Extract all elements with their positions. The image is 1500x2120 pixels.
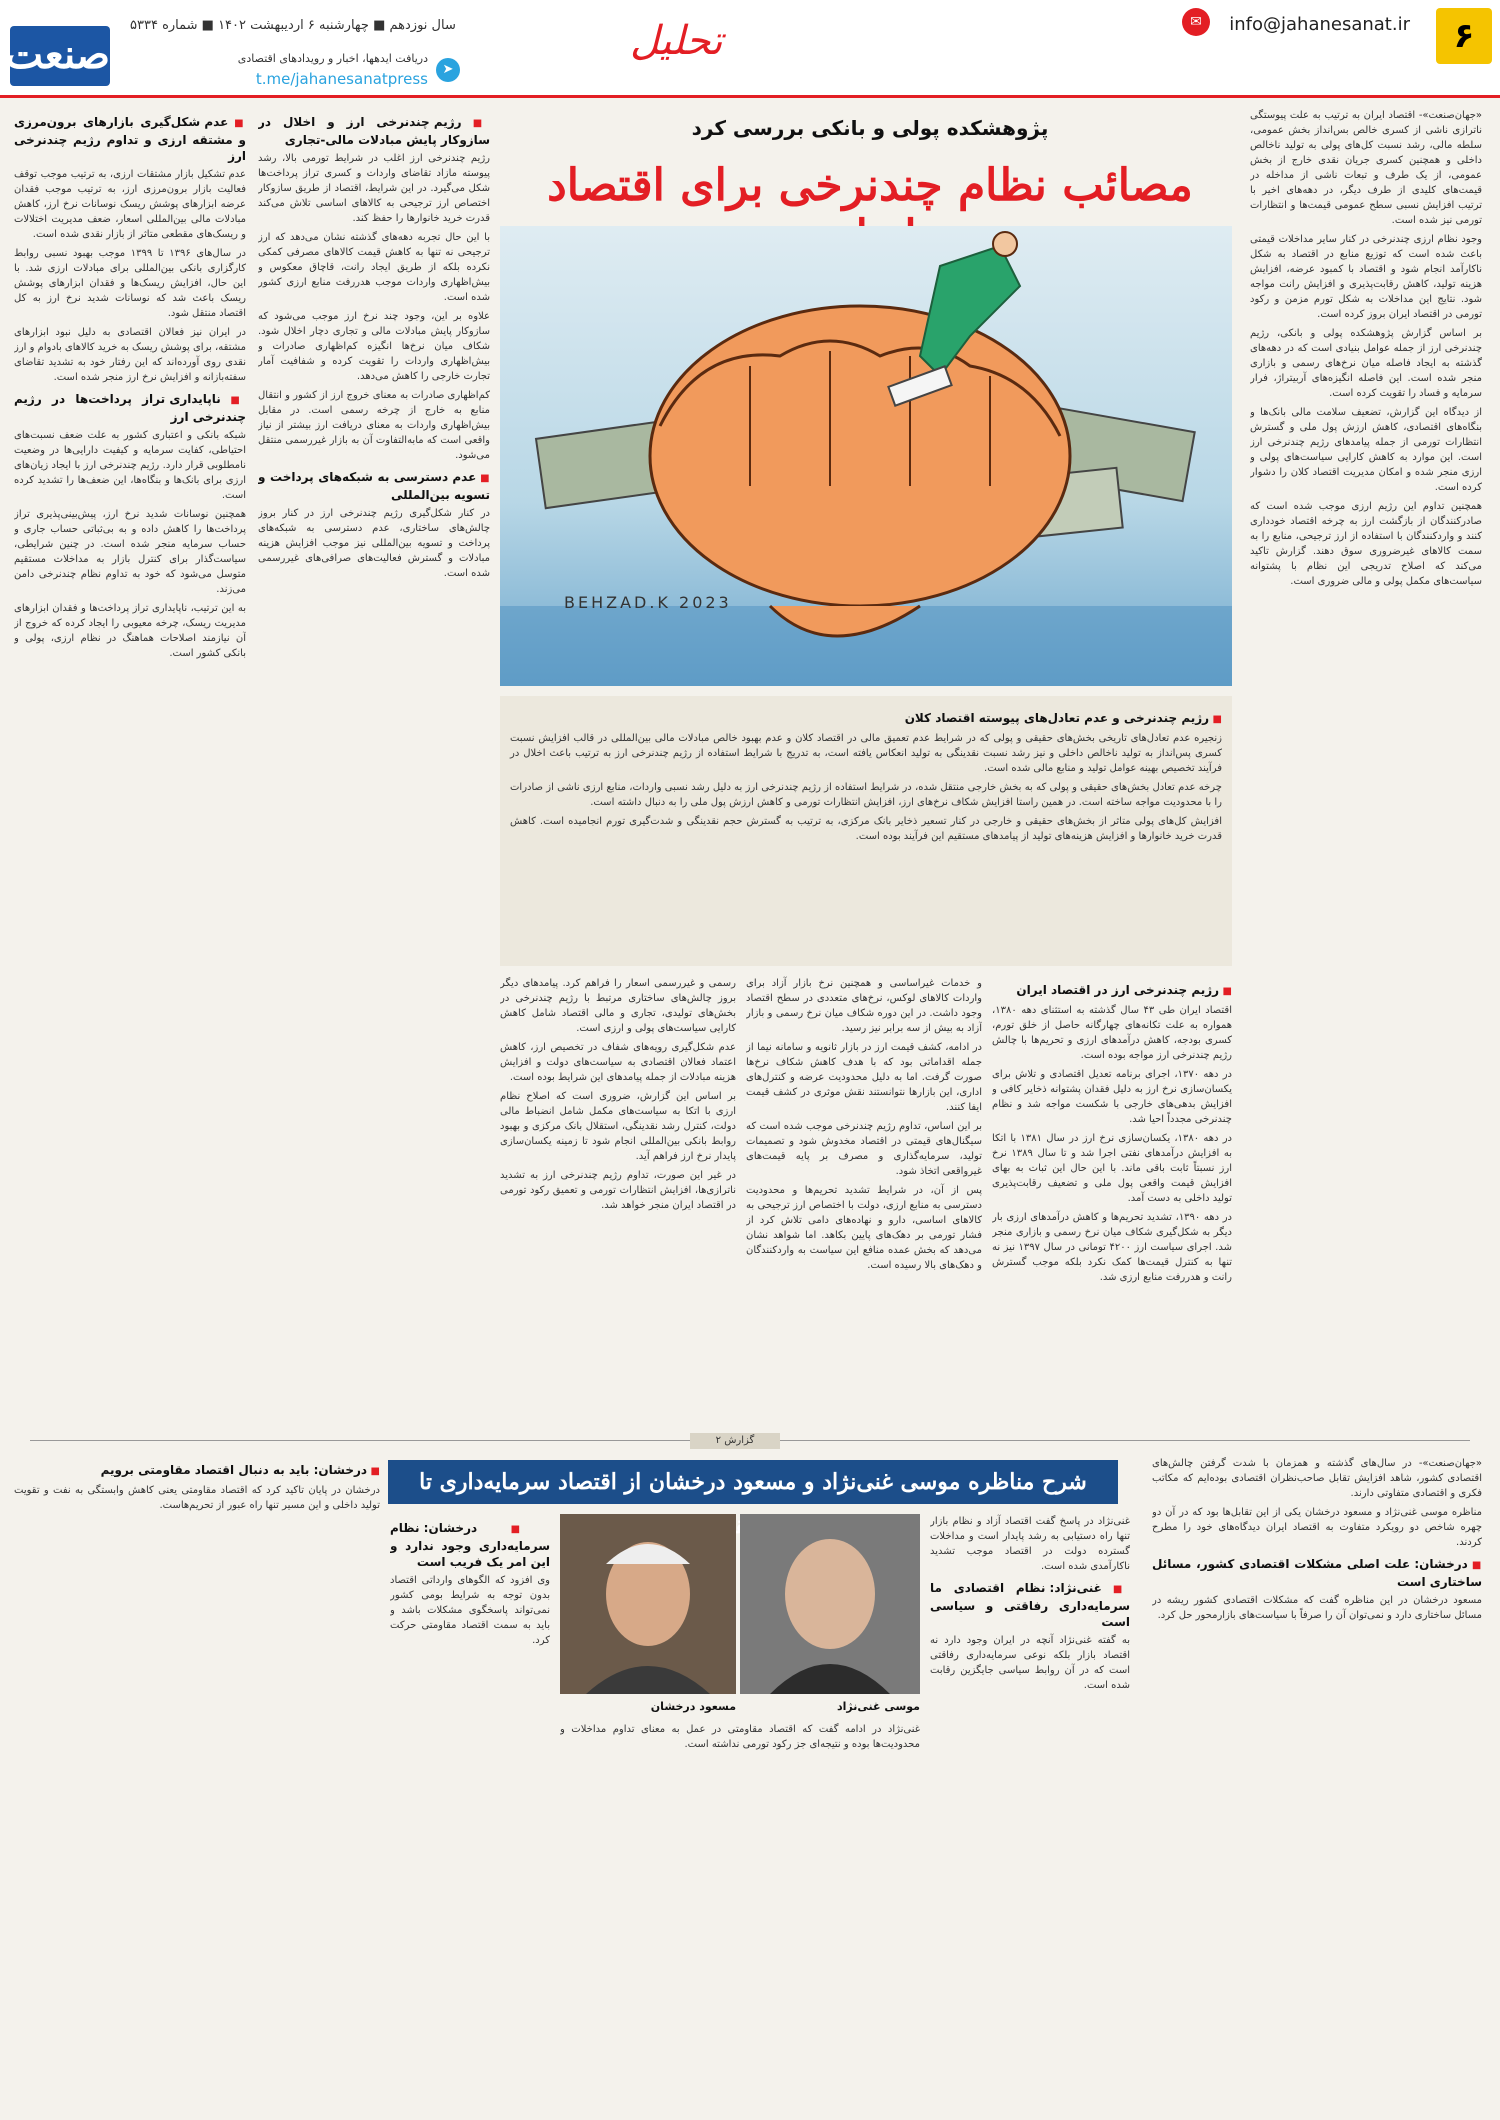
col4-paragraph: در دهه ۱۳۸۰، یکسان‌سازی نرخ ارز در سال ۱۳۸۱ با اتکا به افزایش درآمدهای نفتی اجرا شد و تا سال ۱۳۸۹ نرخ ارز نسبتاً ثابت باقی ماند. با این حال این ثبات به بهای افزایش قیمت واقعی پول ملی و تضعیف رقابت‌پذیری تولید داخلی به دست آمد. xyxy=(992,1133,1232,1204)
telegram-promo[interactable] xyxy=(130,52,460,92)
col5-paragraph: و خدمات غیراساسی و همچنین نرخ بازار آزاد برای واردات کالاهای لوکس، نرخ‌های متعددی در سطح اقتصاد وجود داشت. در این دوره شکاف میان نرخ رسمی و بازار آزاد به بیش از سه برابر نیز رسید. xyxy=(746,978,982,1034)
report-column-5 xyxy=(14,1456,380,2106)
col5-paragraph: در ادامه، کشف قیمت ارز در بازار ثانویه و سامانه نیما از جمله اقداماتی بود که با هدف کاهش شکاف نرخ‌ها صورت گرفت. اما به دلیل محدودیت عرضه و کنترل‌های اداری، این بازارها نتوانستند نقش موثری در کشف قیمت ایفا کنند. xyxy=(746,1042,982,1113)
report-paragraph: به گفته غنی‌نژاد آنچه در ایران وجود دارد نه اقتصاد بازار بلکه نوعی سرمایه‌داری رفاقتی است که در آن روابط سیاسی جایگزین رقابت شده است. xyxy=(930,1635,1130,1691)
box-paragraph: چرخه عدم تعادل بخش‌های حقیقی و پولی که به بخش خارجی منتقل شده، در شرایط استفاده از رژیم چندنرخی ارز به دلیل رشد نسبی واردات، منابع ارزی ناشی از صادرات را با محدودیت مواجه ساخته است. در همین راستا افزایش شکاف نرخ‌های ارز، افزایش انتظارات تورمی و کاهش ارزش پول ملی را به دنبال داشته است. xyxy=(510,782,1222,808)
caption-derakhshan: مسعود درخشان xyxy=(650,1700,736,1713)
report-subheading: ■ غنی‌نژاد: نظام اقتصادی ما سرمایه‌داری رفاقتی و سیاسی است xyxy=(930,1580,1130,1630)
report-headline: شرح مناظره موسی غنی‌نژاد و مسعود درخشان از اقتصاد سرمایه‌داری تا xyxy=(388,1460,1118,1504)
col1-paragraph: همچنین تداوم این رژیم ارزی موجب شده است که صادرکنندگان از بازگشت ارز به چرخه اقتصاد خودداری کنند و واردکنندگان با استفاده از ارز ترجیحی، منابع را به سمت کالاهای غیرضروری سوق دهند. گزارش تاکید می‌کند که اصلاح تدریجی این نظام با پشتوانه سیاست‌های مکمل پولی و مالی ضروری است. xyxy=(1250,501,1482,587)
report-paragraph: وی افزود که الگوهای وارداتی اقتصاد بدون توجه به شرایط بومی کشور نمی‌تواند پاسخگوی مشکلات باشد و باید به سمت اقتصاد مقاومتی حرکت کرد. xyxy=(390,1575,550,1646)
col3-paragraph: در ایران نیز فعالان اقتصادی به دلیل نبود ابزارهای مشتقه، برای پوشش ریسک به خرید کالاهای بادوام و ارز نقدی روی آورده‌اند که این رفتار خود به تشدید تقاضای سفته‌بازانه و افزایش نرخ ارز منجر شده است. xyxy=(14,327,246,383)
masthead xyxy=(0,0,1500,98)
col6-paragraph: بر اساس این گزارش، ضروری است که اصلاح نظام ارزی با اتکا به سیاست‌های مکمل شامل انضباط مالی دولت، کنترل رشد نقدینگی، استقلال بانک مرکزی و بهبود روابط بانکی بین‌المللی انجام شود تا زمینه یکسان‌سازی پایدار نرخ ارز فراهم آید. xyxy=(500,1091,736,1162)
col1-paragraph: «جهان‌صنعت»- اقتصاد ایران به ترتیب به علت پیوستگی ناترازی ناشی از کسری خالص بس‌انداز بخش عمومی، سلطه مالی، رشد نسبت کل‌های پولی به تولید ناخالص داخلی و همچنین کسری جریان نقدی خارج از بخش عمومی، از یک طرف و تبعات ناشی از مداخله در قیمت‌های کلیدی از طرف دیگر، در دهه‌های اخیر با ترتیب افزایش نسبی سطح عمومی قیمت‌ها و انتظارات تورمی نیز شده است. xyxy=(1250,110,1482,226)
column-5 xyxy=(746,976,982,1430)
col2-paragraph: رژیم چندنرخی ارز اغلب در شرایط تورمی بالا، رشد پیوسته مازاد تقاضای واردات و کسری تراز پرداخت‌ها شکل می‌گیرد. در این شرایط، اقتصاد از طریق سازوکار اختصاص ارز ترجیحی به کالاهای اساسی تلاش می‌کند قدرت خرید خانوارها را حفظ کند. xyxy=(258,153,490,224)
column-3 xyxy=(14,108,246,1430)
col3-subheading: ■ ناپایداری تراز پرداخت‌ها در رژیم چندنرخی ارز xyxy=(14,391,246,425)
col1-paragraph: وجود نظام ارزی چندنرخی در کنار سایر مداخلات قیمتی باعث شده است که توزیع منابع در اقتصاد به شکل ناکارآمد انجام شود و اقتصاد با کمبود عرضه، افزایش هزینه تولید، کاهش رقابت‌پذیری و افزایش رانت مواجه شود. نتایج این مداخلات به شکل تورم مزمن و رکود تورمی در اقتصاد ایران بروز کرده است. xyxy=(1250,234,1482,320)
box-paragraph: زنجیره عدم تعادل‌های تاریخی بخش‌های حقیقی و پولی که در شرایط عدم تعمیق مالی در اقتصاد کلان و عدم بهبود خالص مبادلات مالی بین‌المللی در قالب افزایش نسبت کسری پس‌انداز به تولید ناخالص داخلی و نیز رشد نسبت نقدینگی به تولید انعکاس یافته است، به تدریج با شرایط استفاده از رژیم چندنرخی ارز به ترتیب باعث اخلال در فرآیند تخصیص بهینه عوامل تولید و منابع مالی شده است. xyxy=(510,733,1222,774)
report-subheading: ■ درخشان: نظام سرمایه‌داری وجود ندارد و این امر یک فریب است xyxy=(390,1520,550,1570)
portrait-ghaninejad xyxy=(740,1514,920,1694)
fist-illustration xyxy=(500,226,1232,686)
article-kicker: پژوهشکده پولی و بانکی بررسی کرد xyxy=(691,116,1049,140)
article-headline: مصائب نظام چندنرخی برای اقتصاد xyxy=(547,160,1193,211)
col5-paragraph: پس از آن، در شرایط تشدید تحریم‌ها و محدودیت دسترسی به منابع ارزی، دولت با اختصاص ارز ترجیحی به کالاهای اساسی، دارو و نهاده‌های دامی تلاش کرد از فشار تورمی بر دهک‌های پایین بکاهد. اما شواهد نشان می‌دهد که بخش عمده منافع این سیاست به واردکنندگان و دهک‌های بالا رسیده است. xyxy=(746,1185,982,1271)
col6-paragraph: عدم شکل‌گیری رویه‌های شفاف در تخصیص ارز، کاهش اعتماد فعالان اقتصادی به سیاست‌های دولت و افزایش هزینه مبادلات از جمله پیامدهای این شرایط بوده است. xyxy=(500,1042,736,1083)
page-number: ۶ xyxy=(1436,8,1492,64)
col2-paragraph: کم‌اظهاری صادرات به معنای خروج ارز از کشور و انتقال منابع به خارج از چرخه رسمی است. در مقابل بیش‌اظهاری واردات به معنای دریافت ارز بیشتر از نیاز واقعی است که مابه‌التفاوت آن به بازار غیررسمی منتقل می‌شود. xyxy=(258,390,490,461)
col2-subheading: ■ رژیم چندنرخی ارز و اخلال در سازوکار پایش مبادلات مالی-تجاری xyxy=(258,114,490,148)
report-column-3 xyxy=(390,1514,550,2106)
col1-paragraph: بر اساس گزارش پژوهشکده پولی و بانکی، رژیم چندنرخی ارز از جمله عوامل بنیادی است که در دهه‌های گذشته به ایجاد فاصله میان نرخ‌های رسمی و بازاری منجر شده است. این فاصله انگیزه‌های آربیتراژ، فرار سرمایه و فساد را تقویت کرده است. xyxy=(1250,328,1482,399)
column-2 xyxy=(258,108,490,1430)
column-6 xyxy=(500,976,736,1430)
report-subheading: ■ درخشان: علت اصلی مشکلات اقتصادی کشور، مسائل ساختاری است xyxy=(1152,1556,1482,1590)
col6-paragraph: رسمی و غیررسمی اسعار را فراهم کرد. پیامدهای دیگر بروز چالش‌های ساختاری مرتبط با رژیم چندنرخی در بخش‌های تولیدی، تجاری و مالی اقتصاد شامل کاهش کارایی سیاست‌های پولی و ارزی است. xyxy=(500,978,736,1034)
report-paragraph: غنی‌نژاد در ادامه گفت که اقتصاد مقاومتی در عمل به معنای تداوم مداخلات و محدودیت‌ها بوده و نتیجه‌ای جز رکود تورمی نداشته است. xyxy=(560,1724,920,1750)
col3-paragraph: همچنین نوسانات شدید نرخ ارز، پیش‌بینی‌پذیری تراز پرداخت‌ها را کاهش داده و به بی‌ثباتی حساب جاری و حساب سرمایه منجر شده است. در چنین شرایطی، سیاست‌گذار برای کنترل بازار به مداخلات مستقیم متوسل می‌شود که خود به تداوم نظام چندنرخی دامن می‌زند. xyxy=(14,509,246,595)
col5-paragraph: بر این اساس، تداوم رژیم چندنرخی موجب شده است که سیگنال‌های قیمتی در اقتصاد مخدوش شود و تصمیمات تولید، سرمایه‌گذاری و مصرف بر پایه قیمت‌های غیرواقعی اتخاذ شود. xyxy=(746,1121,982,1177)
issue-info: سال نوزدهم ■ چهارشنبه ۶ اردیبهشت ۱۴۰۲ ■ شماره ۵۳۳۴ xyxy=(130,18,456,33)
col4-paragraph: در دهه ۱۳۹۰، تشدید تحریم‌ها و کاهش درآمدهای ارزی بار دیگر به شکل‌گیری شکاف میان نرخ رسمی و بازاری منجر شد. اجرای سیاست ارز ۴۲۰۰ تومانی در سال ۱۳۹۷ نیز نه تنها به کنترل قیمت‌ها کمک نکرد بلکه موجب گسترش رانت و هدررفت منابع ارزی شد. xyxy=(992,1212,1232,1283)
info-box xyxy=(500,696,1232,966)
column-1 xyxy=(1250,108,1482,1430)
col2-paragraph: با این حال تجربه دهه‌های گذشته نشان می‌دهد که ارز ترجیحی نه تنها به کاهش قیمت کالاهای مصرفی کمکی نکرده بلکه از طریق ایجاد رانت، قاچاق معکوس و بیش‌اظهاری واردات موجب هدررفت منابع ارزی کشور شده است. xyxy=(258,232,490,303)
telegram-icon: ➤ xyxy=(436,58,460,82)
report-paragraph: درخشان در پایان تاکید کرد که اقتصاد مقاومتی یعنی کاهش وابستگی به نفت و تقویت تولید داخلی و این مسیر تنها راه عبور از تحریم‌هاست. xyxy=(14,1485,380,1511)
column-4 xyxy=(992,976,1232,1430)
col4-paragraph: اقتصاد ایران طی ۴۳ سال گذشته به استثنای دهه ۱۳۸۰، همواره به علت تکانه‌های چهارگانه حاصل از خلق تورم، کسری بودجه، کاهش درآمدهای ارزی و تحریم‌ها با چالش رژیم چندنرخی ارز مواجه بوده است. xyxy=(992,1005,1232,1061)
col3-paragraph: در سال‌های ۱۳۹۶ تا ۱۳۹۹ موجب بهبود نسبی روابط کارگزاری بانکی بین‌المللی برای مبادلات ارزی شد. با این حال، افزایش ریسک‌ها و فقدان ابزارهای پوشش ریسک باعث شد که نوسانات شدید نرخ ارز به کل اقتصاد منتقل شود. xyxy=(14,248,246,319)
report-column-4 xyxy=(560,1722,920,2106)
photo-ghaninejad xyxy=(740,1514,920,1694)
col2-subheading: ■ عدم دسترسی به شبکه‌های پرداخت و تسویه بین‌المللی xyxy=(258,469,490,503)
report-paragraph: مسعود درخشان در این مناظره گفت که مشکلات اقتصادی کشور ریشه در مسائل ساختاری دارد و نمی‌توان آن را صرفاً با سیاست‌های بازارمحور حل کرد. xyxy=(1152,1595,1482,1621)
col3-subheading: ■ عدم شکل‌گیری بازارهای برون‌مرزی و مشتقه ارزی و تداوم رژیم چندنرخی ارز xyxy=(14,114,246,164)
col3-paragraph: به این ترتیب، ناپایداری تراز پرداخت‌ها و فقدان ابزارهای مدیریت ریسک، چرخه معیوبی را ایجاد کرده که خروج از آن نیازمند اصلاحات هماهنگ در نظام ارزی، پولی و بانکی کشور است. xyxy=(14,603,246,659)
report-paragraph: مناظره موسی غنی‌نژاد و مسعود درخشان یکی از این تقابل‌ها بود که در آن دو چهره شاخص دو رویکرد متفاوت به اقتصاد ایران دیدگاه‌های خود را مطرح کردند. xyxy=(1152,1507,1482,1548)
col4-paragraph: در دهه ۱۳۷۰، اجرای برنامه تعدیل اقتصادی و تلاش برای یکسان‌سازی نرخ ارز به دلیل فقدان پشتوانه ذخایر کافی و افزایش بدهی‌های خارجی با شکست مواجه شد و نظام چندنرخی مجدداً احیا شد. xyxy=(992,1069,1232,1125)
box-subheading: ■ رژیم چندنرخی و عدم تعادل‌های پیوسته اقتصاد کلان xyxy=(510,710,1222,728)
col4-subheading: ■ رژیم چندنرخی ارز در اقتصاد ایران xyxy=(992,982,1232,1000)
report-paragraph: غنی‌نژاد در پاسخ گفت اقتصاد آزاد و نظام بازار تنها راه دستیابی به رشد پایدار است و مداخلات گسترده دولت در اقتصاد موجب تشدید ناکارآمدی شده است. xyxy=(930,1516,1130,1572)
col2-paragraph: علاوه بر این، وجود چند نرخ ارز موجب می‌شود که سازوکار پایش مبادلات مالی و تجاری دچار اخلال شود. شکاف میان نرخ‌ها انگیزه کم‌اظهاری صادرات و بیش‌اظهاری واردات را تقویت کرده و شفافیت آمار تجارت خارجی را کاهش می‌دهد. xyxy=(258,311,490,382)
caption-ghaninejad: موسی غنی‌نژاد xyxy=(836,1700,920,1713)
report-tag: گزارش ۲ xyxy=(690,1433,780,1449)
logo-text: صنعت xyxy=(5,31,110,78)
logo xyxy=(5,26,110,86)
telegram-text: دریافت ایدهها، اخبار و رویدادهای اقتصادی xyxy=(237,52,428,65)
col2-paragraph: در کنار شکل‌گیری رژیم چندنرخی ارز در کنار بروز چالش‌های ساختاری، عدم دسترسی به شبکه‌های پرداخت و تسویه بین‌المللی نیز موجب افزایش هزینه مبادلات و گسترش فعالیت‌های صرافی‌های غیررسمی شده است. xyxy=(258,508,490,579)
col1-paragraph: از دیدگاه این گزارش، تضعیف سلامت مالی بانک‌ها و بنگاه‌های اقتصادی، کاهش ارزش پول ملی و گسترش انتظارات تورمی از جمله پیامدهای رژیم چندنرخی ارز است. این موارد به کاهش کارایی سیاست‌های پولی و ارزی منجر شده و امکان مدیریت اقتصاد کلان را دشوار کرده است. xyxy=(1250,407,1482,493)
photo-derakhshan xyxy=(560,1514,736,1694)
mail-icon: ✉ xyxy=(1182,8,1210,36)
site-url[interactable]: info@jahanesanat.ir xyxy=(1229,14,1410,35)
col6-paragraph: در غیر این صورت، تداوم رژیم چندنرخی ارز به تشدید ناترازی‌ها، افزایش انتظارات تورمی و تعمیق رکود تورمی در اقتصاد ایران منجر خواهد شد. xyxy=(500,1170,736,1211)
col3-paragraph: عدم تشکیل بازار مشتقات ارزی، به ترتیب موجب توقف فعالیت بازار برون‌مرزی ارز، به ترتیب موجب فقدان عرضه ابزارهای پوشش ریسک نوسانات نرخ ارز، کاهش مبادلات مالی بین‌المللی اسعار، ضعف مدیریت اختلالات و ریسک‌های مقطعی متاثر از بازار نقدی شده است. xyxy=(14,169,246,240)
report-paragraph: «جهان‌صنعت»- در سال‌های گذشته و همزمان با شدت گرفتن چالش‌های اقتصادی کشور، شاهد افزایش تقابل صاحب‌نظران اقتصادی بوده‌ایم که مکاتب فکری و اقتصادی متفاوتی دارند. xyxy=(1152,1458,1482,1499)
report-column-2 xyxy=(930,1514,1130,2106)
report-subheading: ■ درخشان: باید به دنبال اقتصاد مقاومتی برویم xyxy=(14,1462,380,1480)
report-column-1 xyxy=(1152,1456,1482,2106)
section-title: تحلیل xyxy=(630,18,723,64)
box-paragraph: افزایش کل‌های پولی متاثر از بخش‌های حقیقی و خارجی در کنار تسعیر ذخایر بانک مرکزی، به ترتیب به گسترش حجم نقدینگی و شدت‌گیری تورم انجامیده است. کاهش قدرت خرید خانوارها و افزایش هزینه‌های تولید از پیامدهای مستقیم این فرآیند بوده است. xyxy=(510,816,1222,842)
article-illustration xyxy=(500,226,1232,686)
col3-paragraph: شبکه بانکی و اعتباری کشور به علت ضعف نسبت‌های احتیاطی، کفایت سرمایه و کیفیت دارایی‌ها در وضعیت نامطلوبی قرار دارد. رژیم چندنرخی ارز با ایجاد زیان‌های ارزی برای بانک‌ها و بنگاه‌ها، این ضعف‌ها را تشدید کرده است. xyxy=(14,430,246,501)
telegram-link[interactable]: t.me/jahanesanatpress xyxy=(255,70,428,88)
illustration-credit: BEHZAD.K 2023 xyxy=(564,593,732,612)
portrait-derakhshan xyxy=(560,1514,736,1694)
